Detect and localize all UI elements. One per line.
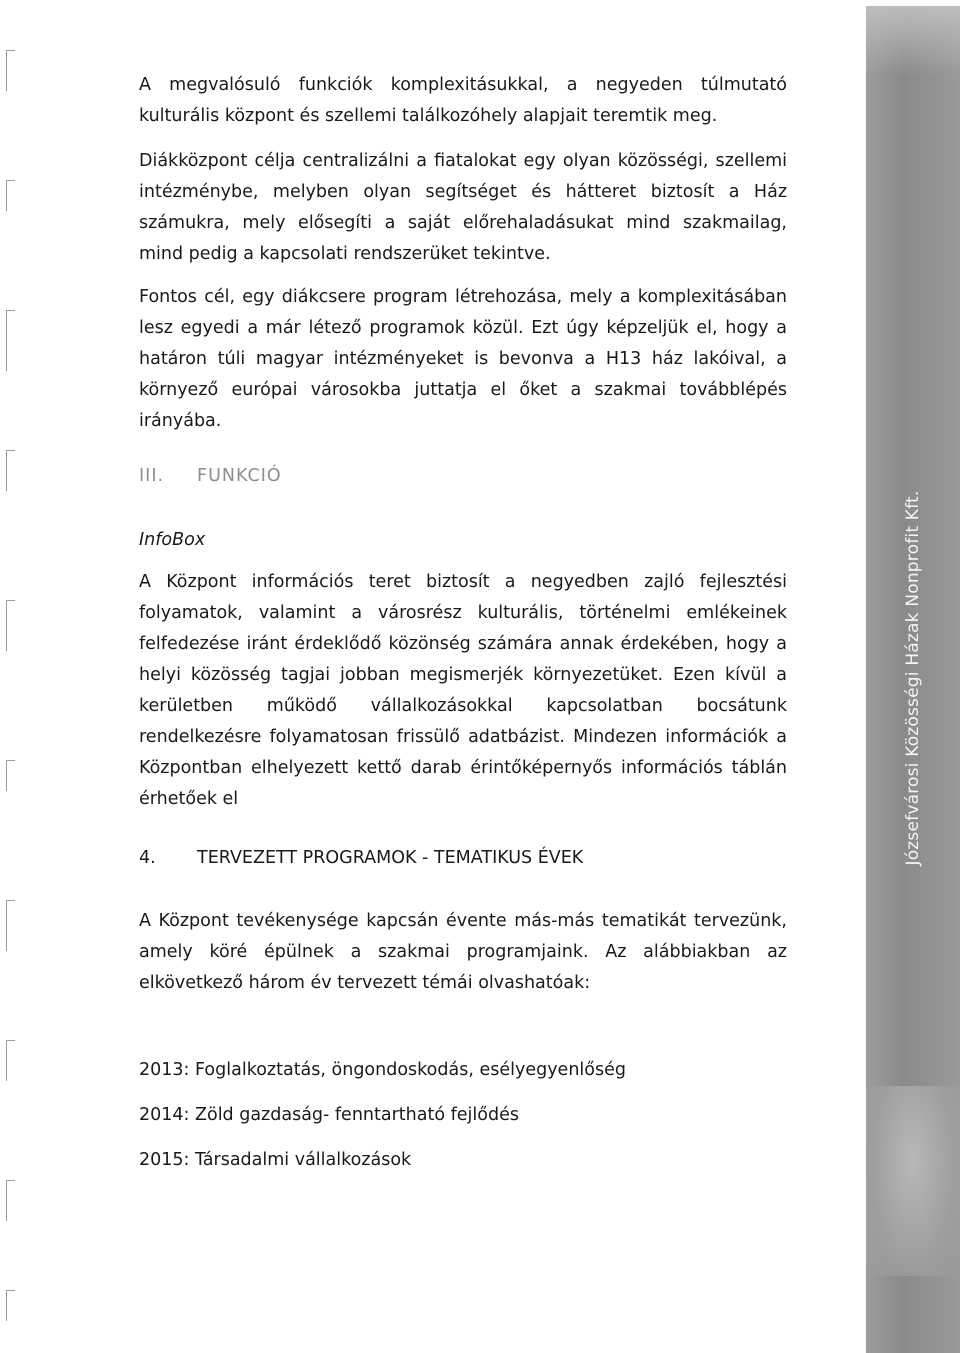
infobox-subtitle: InfoBox (139, 530, 206, 550)
binding-mark (6, 50, 15, 91)
section-3-title: FUNKCIÓ (197, 466, 282, 486)
thematic-years-paragraph: A Központ tevékenysége kapcsán évente más-más tematikát tervezünk, amely köré épülnek a szakmai programjaink. Az alábbiakban az elkövetkező három év tervezett témái olvashatóak: (139, 911, 787, 993)
organization-name: Józsefvárosi Közösségi Házak Nonprofit Kft. (903, 490, 923, 866)
intro-paragraph-1: A megvalósuló funkciók komplexitásukkal, a negyeden túlmutató kulturális központ és szellemi találkozóhely alapjait teremtik meg. (139, 75, 787, 126)
year-item: 2013: Foglalkoztatás, öngondoskodás, esélyegyenlőség (139, 1060, 626, 1080)
section-3-heading (139, 466, 282, 486)
binding-mark (6, 1040, 15, 1081)
binding-mark (6, 180, 15, 211)
binding-mark (6, 600, 15, 651)
binding-mark (6, 1290, 15, 1321)
binding-mark (6, 1180, 15, 1221)
binding-mark (6, 450, 15, 491)
band-text-container (866, 6, 960, 1353)
binding-mark (6, 760, 15, 791)
section-3-number: III. (139, 466, 165, 486)
year-item: 2015: Társadalmi vállalkozások (139, 1150, 412, 1170)
binding-mark (6, 900, 15, 951)
intro-paragraph-3: Fontos cél, egy diákcsere program létrehozása, mely a komplexitásában lesz egyedi a már létező programok közül. Ezt úgy képzeljük el, hogy a határon túli magyar intézményeket is bevonva a H13 ház lakóival, a környező európai városokba juttatja el őket a szakmai továbblépés irányába. (139, 287, 787, 431)
binding-marks (0, 0, 22, 1353)
infobox-paragraph: A Központ információs teret biztosít a negyedben zajló fejlesztési folyamatok, valamint a városrész kulturális, történelmi emlékeinek felfedezése iránt érdeklődő közönség számára annak érdekében, hogy a helyi közösség tagjai jobban megismerjék környezetüket. Ezen kívül a kerületben működő vállalkozásokkal kapcsolatban bocsátunk rendelkezésre folyamatosan frissülő adatbázist. Mindezen információk a Központban elhelyezett kettő darab érintőképernyős információs táblán érhetőek el (139, 572, 787, 809)
section-4-heading (139, 848, 583, 868)
section-4-number: 4. (139, 848, 156, 868)
year-item: 2014: Zöld gazdaság- fenntartható fejlődés (139, 1105, 519, 1125)
organization-side-band (866, 6, 960, 1353)
section-4-title: TERVEZETT PROGRAMOK - TEMATIKUS ÉVEK (197, 848, 584, 868)
binding-mark (6, 310, 15, 371)
intro-paragraph-2: Diákközpont célja centralizálni a fiatalokat egy olyan közösségi, szellemi intézménybe, melyben olyan segítséget és hátteret biztosít a Ház számukra, mely elősegíti a saját előrehaladásukat mind szakmailag, mind pedig a kapcsolati rendszerüket tekintve. (139, 151, 787, 264)
